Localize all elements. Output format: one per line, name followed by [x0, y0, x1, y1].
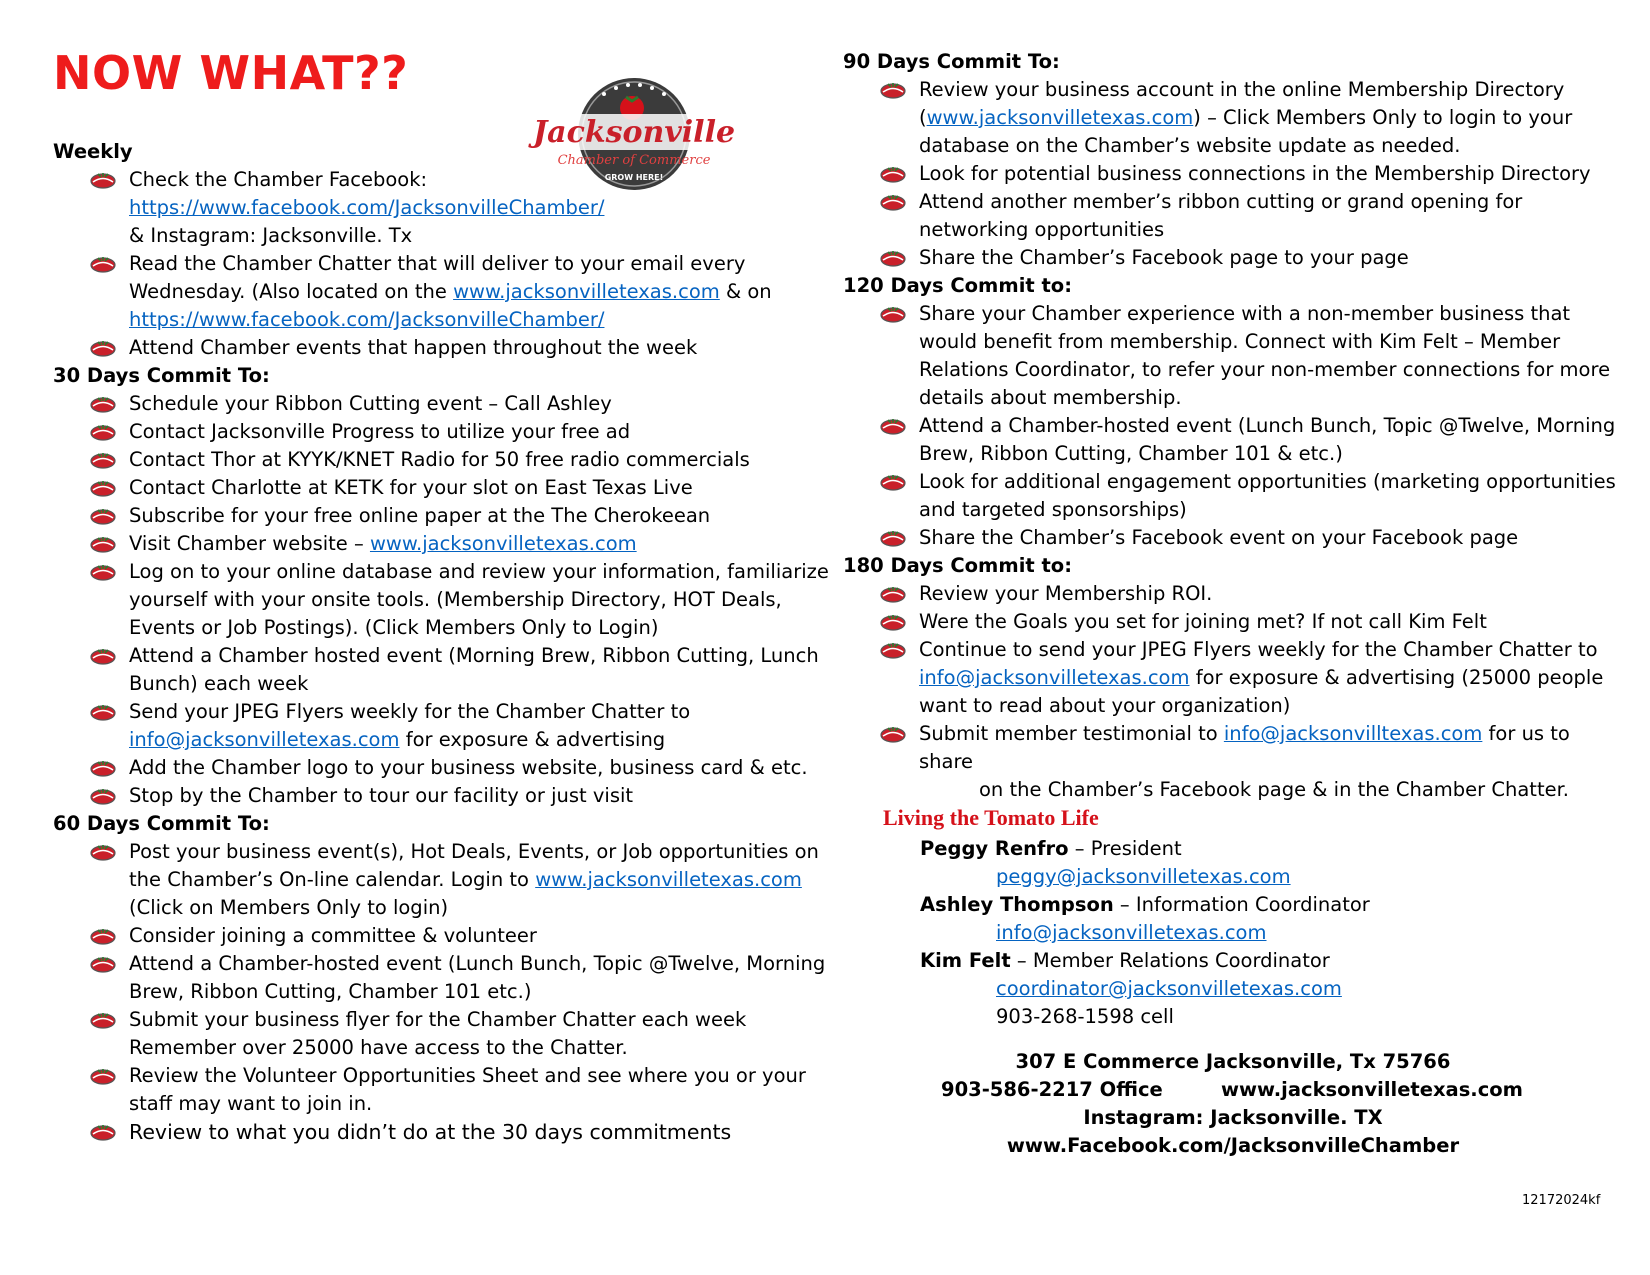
- item-text: Share your Chamber experience with a non-member business that would benefit from membership. Connect with Kim Felt – Member Relations Coordinator, to refer your non-member connections for more details about membership.: [919, 302, 1611, 409]
- item-text: Review your business account in the online Membership Directory (: [919, 78, 1565, 129]
- list-item: [53, 950, 843, 1006]
- footer-office-phone: 903-586-2217 Office: [941, 1078, 1163, 1101]
- item-text: for exposure & advertising: [399, 728, 666, 751]
- footer-website: www.jacksonvilletexas.com: [1220, 1078, 1523, 1101]
- contact-row: [920, 891, 1370, 919]
- tomato-bullet-icon: [89, 702, 117, 722]
- item-text: Review to what you didn’t do at the 30 days commitments: [129, 1120, 732, 1144]
- tomato-bullet-icon: [89, 506, 117, 526]
- footer-facebook: www.Facebook.com/JacksonvilleChamber: [1006, 1134, 1460, 1157]
- list-item: [843, 76, 1623, 160]
- list-item: [843, 160, 1623, 188]
- left-column: [53, 138, 843, 1146]
- days90-list: [843, 76, 1623, 272]
- contact-row: [920, 835, 1370, 863]
- item-text: Send your JPEG Flyers weekly for the Chamber Chatter to: [129, 700, 691, 723]
- item-text: Look for additional engagement opportunities (marketing opportunities and targeted sponsorships): [919, 470, 1616, 521]
- item-text: Review the Volunteer Opportunities Sheet and see where you or your staff may want to join in.: [129, 1064, 806, 1115]
- list-item: [53, 1062, 843, 1118]
- tomato-bullet-icon: [89, 478, 117, 498]
- list-item: [843, 636, 1623, 720]
- list-item: [53, 474, 843, 502]
- tomato-bullet-icon: [89, 646, 117, 666]
- item-text: Attend a Chamber-hosted event (Lunch Bunch, Topic @Twelve, Morning Brew, Ribbon Cutting, Chamber 101 & etc.): [919, 414, 1616, 465]
- item-text: & on: [719, 280, 772, 303]
- logo-tag: GROW HERE!: [604, 173, 664, 182]
- days60-list: [53, 838, 843, 1146]
- tomato-bullet-icon: [89, 562, 117, 582]
- footer-instagram: Instagram: Jacksonville. TX: [1083, 1106, 1383, 1129]
- list-item: [843, 244, 1623, 272]
- item-text: Attend a Chamber hosted event (Morning Brew, Ribbon Cutting, Lunch Bunch) each week: [129, 644, 819, 695]
- logo-name: Jacksonville: [532, 115, 736, 150]
- list-item: [53, 166, 843, 250]
- tomato-bullet-icon: [89, 170, 117, 190]
- item-text: Log on to your online database and review your information, familiarize yourself with your onsite tools. (Membership Directory, HOT Deals, Events or Job Postings). (Click Members Only to Login): [129, 560, 829, 639]
- tomato-bullet-icon: [879, 472, 907, 492]
- list-item: [843, 524, 1623, 552]
- list-item: [53, 390, 843, 418]
- tomato-bullet-icon: [89, 1066, 117, 1086]
- item-text: Add the Chamber logo to your business website, business card & etc.: [129, 756, 808, 779]
- weekly-heading: Weekly: [53, 140, 133, 163]
- list-item: [53, 782, 843, 810]
- days120-heading: 120 Days Commit to:: [843, 274, 1073, 297]
- list-item: [843, 468, 1623, 524]
- document-code: 12172024kf: [1522, 1193, 1601, 1208]
- contact-role: – Information Coordinator: [1113, 893, 1370, 916]
- item-text: Attend Chamber events that happen throughout the week: [129, 336, 698, 359]
- item-text: Share the Chamber’s Facebook page to your page: [919, 246, 1409, 269]
- email-link[interactable]: info@jacksonvilletexas.com: [129, 728, 400, 751]
- item-text: Read the Chamber Chatter that will deliver to your email every: [129, 252, 746, 275]
- item-text: Wednesday. (Also located on the: [129, 280, 454, 303]
- tomato-bullet-icon: [879, 416, 907, 436]
- item-text: on the Chamber’s Facebook page & in the Chamber Chatter.: [979, 778, 1570, 801]
- tomato-life-heading: Living the Tomato Life: [883, 805, 1099, 830]
- item-text: Review your Membership ROI.: [919, 582, 1213, 605]
- days30-heading: 30 Days Commit To:: [53, 364, 270, 387]
- item-text: Were the Goals you set for joining met? If not call Kim Felt: [919, 610, 1487, 633]
- days60-heading: 60 Days Commit To:: [53, 812, 270, 835]
- item-text: for exposure & advertising (25000 people want to read about your organization): [919, 666, 1604, 717]
- item-text: Visit Chamber website –: [129, 532, 370, 555]
- list-item: [53, 418, 843, 446]
- item-text: Post your business event(s), Hot Deals, Events, or Job opportunities on the Chamber’s On-line calendar. Login to: [129, 840, 819, 891]
- tomato-bullet-icon: [879, 612, 907, 632]
- tomato-bullet-icon: [89, 842, 117, 862]
- list-item: [53, 502, 843, 530]
- website-link[interactable]: www.jacksonvilletexas.com: [369, 532, 637, 555]
- tomato-bullet-icon: [89, 254, 117, 274]
- list-item: [843, 608, 1623, 636]
- list-item: [53, 334, 843, 362]
- list-item: [843, 300, 1623, 412]
- contact-name: Kim Felt: [920, 949, 1011, 972]
- item-text: Look for potential business connections in the Membership Directory: [919, 162, 1591, 185]
- tomato-bullet-icon: [89, 1122, 117, 1142]
- item-text: Submit your business flyer for the Chamber Chatter each week Remember over 25000 have access to the Chatter.: [129, 1008, 747, 1059]
- days30-list: [53, 390, 843, 810]
- list-item: [53, 250, 843, 334]
- logo-sub: Chamber of Commerce: [557, 153, 711, 168]
- tomato-bullet-icon: [89, 338, 117, 358]
- item-text: for us to share: [919, 722, 1570, 773]
- contact-name: Peggy Renfro: [920, 837, 1069, 860]
- item-text: Check the Chamber Facebook:: [129, 168, 428, 191]
- tomato-bullet-icon: [879, 584, 907, 604]
- item-text: Subscribe for your free online paper at the The Cherokeean: [129, 504, 711, 527]
- contacts-block: [920, 835, 1370, 1031]
- footer-block: [843, 1048, 1623, 1160]
- item-text: Contact Charlotte at KETK for your slot on East Texas Live: [129, 476, 693, 499]
- item-text: Share the Chamber’s Facebook event on your Facebook page: [919, 526, 1519, 549]
- item-text: Schedule your Ribbon Cutting event – Call Ashley: [129, 392, 612, 415]
- days180-list: [843, 580, 1623, 804]
- list-item: [53, 754, 843, 782]
- item-text: & Instagram: Jacksonville. Tx: [129, 224, 413, 247]
- tomato-bullet-icon: [879, 724, 907, 744]
- contact-email-link[interactable]: peggy@jacksonvilletexas.com: [996, 865, 1291, 888]
- list-item: [53, 922, 843, 950]
- tomato-bullet-icon: [879, 80, 907, 100]
- tomato-bullet-icon: [89, 394, 117, 414]
- tomato-bullet-icon: [89, 926, 117, 946]
- tomato-bullet-icon: [879, 304, 907, 324]
- footer-address: 307 E Commerce Jacksonville, Tx 75766: [1015, 1050, 1451, 1073]
- list-item: [53, 446, 843, 474]
- tomato-bullet-icon: [89, 758, 117, 778]
- right-column: [843, 48, 1623, 804]
- item-text: Stop by the Chamber to tour our facility or just visit: [129, 784, 634, 807]
- website-link[interactable]: www.jacksonvilletexas.com: [926, 106, 1194, 129]
- list-item: [843, 720, 1623, 804]
- list-item: [843, 188, 1623, 244]
- email-link[interactable]: info@jacksonvilltexas.com: [1223, 722, 1483, 745]
- list-item: [53, 558, 843, 642]
- item-text: Continue to send your JPEG Flyers weekly for the Chamber Chatter to: [919, 638, 1598, 661]
- days120-list: [843, 300, 1623, 552]
- website-link[interactable]: www.jacksonvilletexas.com: [535, 868, 802, 891]
- contact-phone: 903-268-1598 cell: [996, 1005, 1174, 1028]
- contact-role: – Member Relations Coordinator: [1010, 949, 1330, 972]
- tomato-bullet-icon: [879, 164, 907, 184]
- website-link[interactable]: www.jacksonvilletexas.com: [453, 280, 720, 303]
- list-item: [53, 1118, 843, 1146]
- tomato-bullet-icon: [89, 422, 117, 442]
- item-text: Consider joining a committee & volunteer: [129, 924, 537, 947]
- tomato-bullet-icon: [89, 534, 117, 554]
- list-item: [53, 530, 843, 558]
- facebook-link[interactable]: https://www.facebook.com/JacksonvilleChamber/: [129, 308, 605, 331]
- tomato-bullet-icon: [89, 954, 117, 974]
- item-text: Contact Thor at KYYK/KNET Radio for 50 free radio commercials: [129, 448, 750, 471]
- contact-role: – President: [1068, 837, 1182, 860]
- item-text: Submit member testimonial to: [919, 722, 1224, 745]
- tomato-bullet-icon: [89, 1010, 117, 1030]
- tomato-bullet-icon: [89, 786, 117, 806]
- tomato-bullet-icon: [879, 640, 907, 660]
- list-item: [53, 838, 843, 922]
- contact-row: [920, 947, 1370, 975]
- contact-email-link[interactable]: info@jacksonvilletexas.com: [996, 921, 1267, 944]
- tomato-bullet-icon: [879, 528, 907, 548]
- item-text: ) – Click Members Only to login to your database on the Chamber’s website update as needed.: [919, 106, 1573, 157]
- days90-heading: 90 Days Commit To:: [843, 50, 1060, 73]
- item-text: (Click on Members Only to login): [129, 896, 449, 919]
- list-item: [843, 580, 1623, 608]
- item-text: Attend a Chamber-hosted event (Lunch Bunch, Topic @Twelve, Morning Brew, Ribbon Cutting, Chamber 101 etc.): [129, 952, 826, 1003]
- tomato-bullet-icon: [89, 450, 117, 470]
- list-item: [53, 698, 843, 754]
- facebook-link[interactable]: https://www.facebook.com/JacksonvilleChamber/: [129, 196, 605, 219]
- item-text: Contact Jacksonville Progress to utilize your free ad: [129, 420, 631, 443]
- list-item: [53, 642, 843, 698]
- email-link[interactable]: info@jacksonvilletexas.com: [919, 666, 1190, 689]
- tomato-bullet-icon: [879, 192, 907, 212]
- list-item: [843, 412, 1623, 468]
- days180-heading: 180 Days Commit to:: [843, 554, 1073, 577]
- list-item: [53, 1006, 843, 1062]
- contact-email-link[interactable]: coordinator@jacksonvilletexas.com: [996, 977, 1342, 1000]
- weekly-list: [53, 166, 843, 362]
- contact-name: Ashley Thompson: [920, 893, 1114, 916]
- page-title: NOW WHAT??: [53, 46, 409, 100]
- tomato-bullet-icon: [879, 248, 907, 268]
- item-text: Attend another member’s ribbon cutting or grand opening for networking opportunities: [919, 190, 1523, 241]
